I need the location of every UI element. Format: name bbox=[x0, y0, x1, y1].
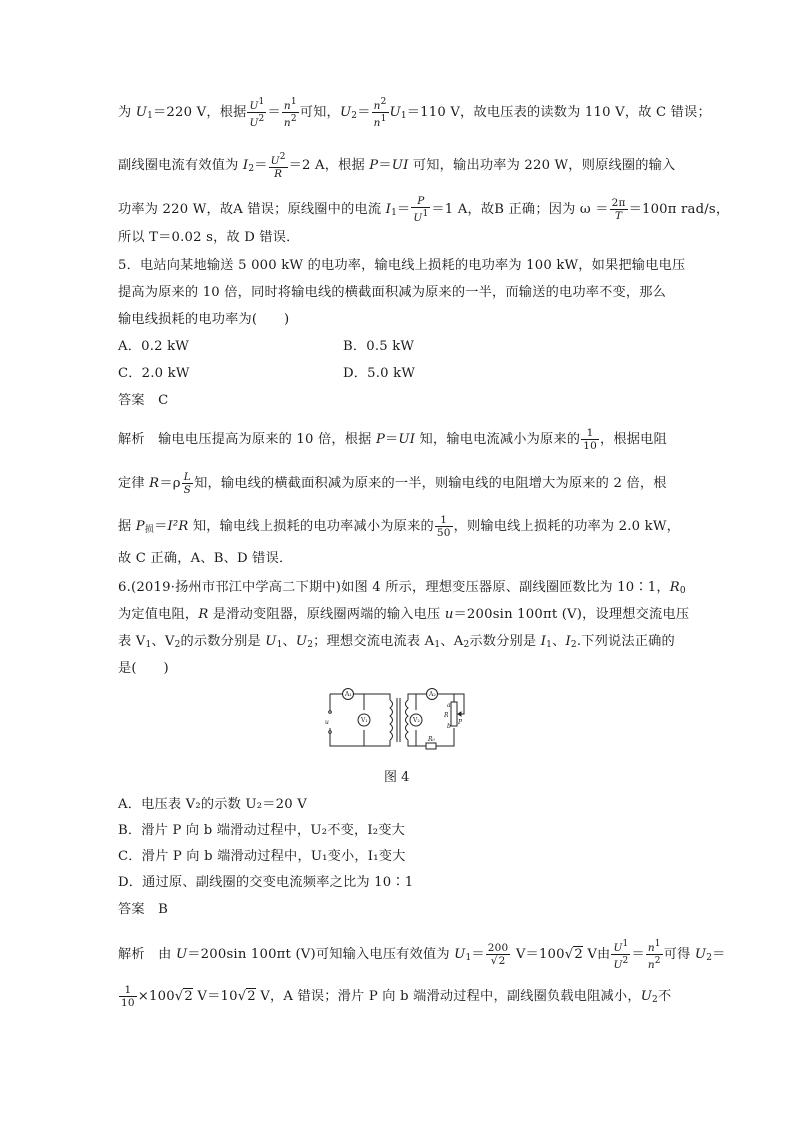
fraction-p-u1: $\frac{P}{U^1}$ bbox=[413, 195, 429, 224]
label-v1: V₁ bbox=[361, 717, 368, 724]
q6-explanation-line-1: 解析 由 U＝200sin 100πt (V)可知输入电压有效值为 $U_1=$ $\frac{200}{√2}$ V＝100√2 V由 $\frac{U^1}{U^2}$ ＝ $\frac{n^1}{n^2}$ 可得 $U_2=$ bbox=[118, 939, 726, 971]
q6-stem-line-3: 表 $V_1$、$V_2$的示数分别是 $U_1$、$U_2$；理想交流电流表 $A_1$、$A_2$示数分别是 $I_1$、$I_2$.下列说法正确的 bbox=[118, 634, 675, 650]
figure-caption: 图 4 bbox=[384, 770, 410, 785]
label-r: R bbox=[444, 712, 449, 719]
fraction-n1-n2: $\frac{n^1}{n^2}$ bbox=[283, 97, 297, 129]
fraction-u1-u2-b: $\frac{U^1}{U^2}$ bbox=[613, 939, 629, 971]
q6-option-b: B．滑片 P 向 b 端滑动过程中，U₂不变，I₂变大 bbox=[118, 823, 406, 838]
q5-answer: 答案 C bbox=[118, 393, 169, 408]
q6-answer: 答案 B bbox=[118, 902, 169, 917]
input-terminal-top bbox=[329, 711, 332, 714]
transformer-circuit-diagram bbox=[322, 688, 472, 752]
label-a1: A₁ bbox=[345, 691, 352, 698]
fraction-1-10-b: $\frac{1}{10}$ bbox=[121, 984, 135, 1009]
fraction-200-sqrt2: $\frac{200}{√2}$ bbox=[487, 942, 509, 967]
rheostat-r bbox=[451, 702, 457, 726]
label-u: u bbox=[325, 719, 329, 726]
explanation-line-1: 为 $U_1=220$ V，根据 $\frac{U^1}{U^2}$ ＝ $\frac{n^1}{n^2}$ 可知，$U_2=$ $\frac{n^2}{n^1}$ $U_1=110$ V，故电压表的读数为 110 V，故 C 错误； bbox=[118, 97, 711, 129]
explanation-line-2: 副线圈电流有效值为 $I_2=$ $\frac{U^2}{R}$ ＝2 A，根据 P＝UI 可知，输出功率为 220 W，则原线圈的输入 bbox=[118, 152, 676, 180]
q6-option-c: C．滑片 P 向 b 端滑动过程中，U₁变小，I₁变大 bbox=[118, 849, 406, 864]
transformer-core bbox=[397, 698, 400, 742]
slider-p-arrow bbox=[458, 712, 461, 716]
fraction-2pi-t: $\frac{2\pi}{T}$ bbox=[611, 197, 626, 222]
fraction-1-50: $\frac{1}{50}$ bbox=[436, 514, 451, 539]
explanation-line-3: 功率为 220 W，故A 错误；原线圈中的电流 $I_1=$ $\frac{P}{U^1}$ ＝1 A，故B 正确；因为 ω ＝ $\frac{2\pi}{T}$ ＝100π rad/s， bbox=[118, 195, 730, 224]
fraction-u2-r: $\frac{U^2}{R}$ bbox=[270, 152, 286, 180]
fraction-n1-n2-b: $\frac{n^1}{n^2}$ bbox=[647, 939, 661, 971]
resistor-r0 bbox=[426, 743, 436, 749]
label-r0: R₀ bbox=[428, 736, 435, 743]
q5-explanation-line-1: 解析 输电电压提高为原来的 10 倍，根据 P＝UI 知，输电电流减小为原来的 $\frac{1}{10}$ ，根据电阻 bbox=[118, 427, 667, 452]
primary-coil bbox=[390, 700, 393, 740]
q6-option-a: A．电压表 V₂的示数 U₂＝20 V bbox=[118, 797, 307, 812]
q6-option-d: D．通过原、副线圈的交变电流频率之比为 10∶1 bbox=[118, 875, 414, 890]
fraction-n2-n1: $\frac{n^2}{n^1}$ bbox=[373, 97, 387, 129]
label-b: b bbox=[447, 723, 451, 730]
label-v2: V₂ bbox=[413, 717, 420, 724]
label-p: P bbox=[458, 719, 463, 726]
fraction-u1-u2: $\frac{U^1}{U^2}$ bbox=[249, 97, 265, 129]
q5-option-d: D．5.0 kW bbox=[343, 366, 416, 381]
label-a: a bbox=[447, 702, 451, 709]
q5-stem-line-2: 提高为原来的 10 倍，同时将输电线的横截面积减为原来的一半，而输送的电功率不变，那么 bbox=[118, 285, 667, 300]
label-a2: A₂ bbox=[429, 691, 436, 698]
q6-explanation-line-2: $\frac{1}{10}$ ×100√2 V＝10√2 V，A 错误；滑片 P 向 b 端滑动过程中，副线圈负载电阻减小，$U_2$不 bbox=[121, 984, 672, 1009]
q5-explanation-line-3: 据 $P_损=I^2R$ 知，输电线上损耗的电功率减小为原来的 $\frac{1}{50}$ ，则输电线上损耗的功率为 2.0 kW， bbox=[118, 514, 680, 539]
input-terminal-bottom bbox=[329, 731, 332, 734]
q5-option-c: C．2.0 kW bbox=[118, 366, 190, 381]
q5-option-a: A．0.2 kW bbox=[118, 339, 190, 354]
secondary-coil bbox=[406, 700, 409, 740]
q6-stem-line-1: 6.(2019·扬州市邗江中学高二下期中)如图 4 所示，理想变压器原、副线圈匝数比为 10∶1，$R_0$ bbox=[118, 580, 686, 596]
fraction-1-10: $\frac{1}{10}$ bbox=[583, 427, 597, 452]
fraction-l-s: $\frac{L}{S}$ bbox=[183, 471, 192, 496]
explanation-line-4: 所以 T＝0.02 s，故 D 错误． bbox=[118, 230, 300, 245]
q6-stem-line-4: 是( ) bbox=[118, 661, 169, 676]
q6-stem-line-2: 为定值电阻，R 是滑动变阻器，原线圈两端的输入电压 u＝200sin 100πt (V)，设理想交流电压 bbox=[118, 607, 690, 622]
q5-stem-line-3: 输电线损耗的电功率为( ) bbox=[118, 312, 290, 327]
q5-option-b: B．0.5 kW bbox=[343, 339, 415, 354]
q5-explanation-line-2: 定律 R＝ρ $\frac{L}{S}$ 知，输电线的横截面积减为原来的一半，则输电线的电阻增大为原来的 2 倍，根 bbox=[118, 471, 667, 496]
q5-stem-line-1: 5．电站向某地输送 5 000 kW 的电功率，输电线上损耗的电功率为 100 kW，如果把输电电压 bbox=[118, 258, 686, 273]
q5-explanation-line-4: 故 C 正确，A、B、D 错误． bbox=[118, 551, 293, 566]
